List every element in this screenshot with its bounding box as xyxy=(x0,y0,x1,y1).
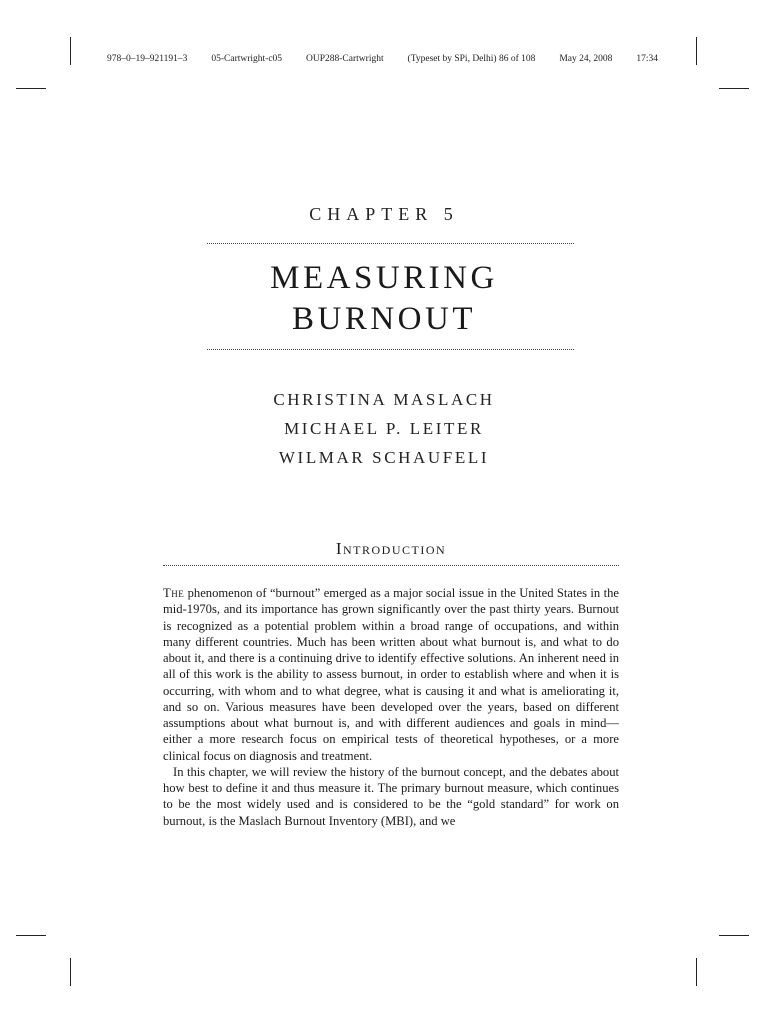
header-date: May 24, 2008 xyxy=(559,54,613,64)
paragraph: In this chapter, we will review the history of the burnout concept, and the debates about how best to define it and thus measure it. The primary burnout measure, which continues to be the most widely used and is considered to be the “gold standard” for work on burnout, is the Maslach Burnout Inventory (MBI), and we xyxy=(163,764,619,828)
chapter-label: CHAPTER 5 xyxy=(309,204,459,224)
crop-mark-top-right-horizontal xyxy=(719,88,749,89)
author-name: WILMAR SCHAUFELI xyxy=(278,448,490,467)
crop-mark-bottom-left-vertical xyxy=(70,958,71,986)
author-name: CHRISTINA MASLACH xyxy=(273,390,495,409)
paragraph-text: phenomenon of “burnout” emerged as a major social issue in the United States in the mid-1970s, and its importance has grown significantly over the past thirty years. Burnout is recognized as a potential problem within a broad range of occupations, and within many different countries. Much has been written about what burnout is, and what to do about it, and there is a continuing drive to identify effective solutions. An inherent need in all of this work is the ability to assess burnout, in order to establish where and when it is occurring, with whom and to what degree, what is causing it and what is ameliorating it, and so on. Various measures have been developed over the years, based on different assumptions about what burnout is, and with different audiences and goals in mind—either a more research focus on empirical tests of theoretical hypotheses, or a more clinical focus on diagnosis and treatment. xyxy=(163,586,619,763)
crop-mark-top-left-vertical xyxy=(70,37,71,65)
crop-mark-bottom-right-horizontal xyxy=(719,935,749,936)
header-time: 17:34 xyxy=(636,54,658,64)
author-list xyxy=(0,385,768,472)
crop-mark-bottom-right-vertical xyxy=(696,958,697,986)
crop-mark-top-left-horizontal xyxy=(16,88,46,89)
section-rule xyxy=(163,565,619,566)
chapter-title-line1: MEASURING xyxy=(270,260,498,296)
chapter-rule-top xyxy=(207,243,574,244)
chapter-title xyxy=(0,258,768,340)
paragraph xyxy=(163,585,619,764)
typeset-header xyxy=(107,54,658,64)
section-heading: Introduction xyxy=(335,539,447,558)
author-name: MICHAEL P. LEITER xyxy=(284,419,484,438)
header-project: OUP288-Cartwright xyxy=(306,54,384,64)
header-file: 05-Cartwright-c05 xyxy=(211,54,283,64)
chapter-title-line2: BURNOUT xyxy=(291,301,476,337)
paragraph-lead-word: The xyxy=(163,586,185,600)
crop-mark-bottom-left-horizontal xyxy=(16,935,46,936)
crop-mark-top-right-vertical xyxy=(696,37,697,65)
header-typeset: (Typeset by SPi, Delhi) 86 of 108 xyxy=(407,54,536,64)
chapter-rule-bottom xyxy=(207,349,574,350)
header-isbn: 978–0–19–921191–3 xyxy=(107,54,188,64)
body-text xyxy=(163,585,619,829)
